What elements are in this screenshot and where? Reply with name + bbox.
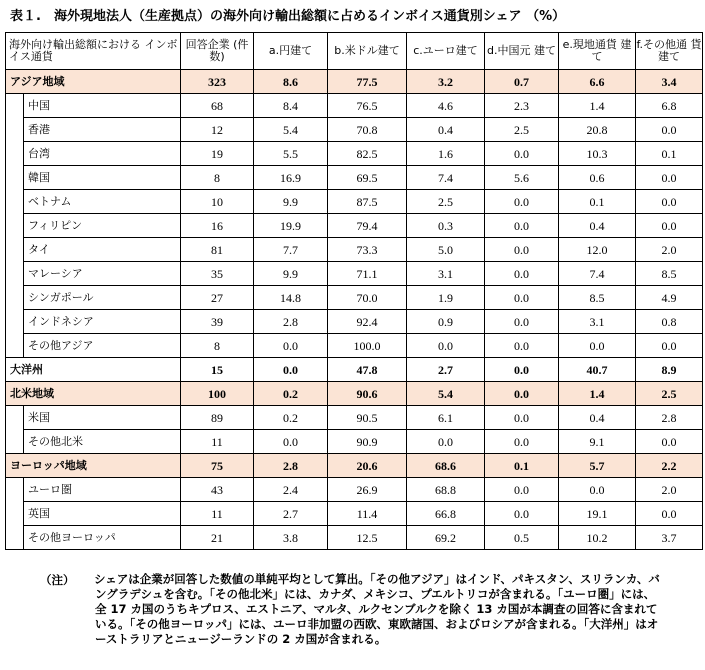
header-other: f.その他通 貨建て xyxy=(636,33,703,70)
value-cell: 2.5 xyxy=(485,118,559,142)
value-cell: 15 xyxy=(181,358,254,382)
table-row xyxy=(6,454,703,478)
row-label: その他北米 xyxy=(24,430,181,454)
value-cell: 0.2 xyxy=(254,406,328,430)
value-cell: 87.5 xyxy=(328,190,407,214)
value-cell: 1.4 xyxy=(559,94,636,118)
table-row xyxy=(6,526,703,550)
value-cell: 0.0 xyxy=(407,334,485,358)
value-cell: 0.0 xyxy=(636,334,703,358)
value-cell: 69.2 xyxy=(407,526,485,550)
value-cell: 10 xyxy=(181,190,254,214)
value-cell: 2.4 xyxy=(254,478,328,502)
indent-cell xyxy=(6,142,24,166)
value-cell: 81 xyxy=(181,238,254,262)
value-cell: 4.9 xyxy=(636,286,703,310)
value-cell: 27 xyxy=(181,286,254,310)
value-cell: 0.0 xyxy=(254,358,328,382)
value-cell: 2.7 xyxy=(254,502,328,526)
value-cell: 1.9 xyxy=(407,286,485,310)
table-row xyxy=(6,478,703,502)
value-cell: 7.4 xyxy=(407,166,485,190)
value-cell: 66.8 xyxy=(407,502,485,526)
value-cell: 21 xyxy=(181,526,254,550)
value-cell: 5.4 xyxy=(407,382,485,406)
value-cell: 68 xyxy=(181,94,254,118)
value-cell: 0.0 xyxy=(485,406,559,430)
value-cell: 2.3 xyxy=(485,94,559,118)
value-cell: 5.5 xyxy=(254,142,328,166)
value-cell: 71.1 xyxy=(328,262,407,286)
value-cell: 11 xyxy=(181,430,254,454)
value-cell: 3.8 xyxy=(254,526,328,550)
table-row xyxy=(6,406,703,430)
row-label: 中国 xyxy=(24,94,181,118)
value-cell: 5.4 xyxy=(254,118,328,142)
value-cell: 35 xyxy=(181,262,254,286)
value-cell: 89 xyxy=(181,406,254,430)
value-cell: 79.4 xyxy=(328,214,407,238)
value-cell: 47.8 xyxy=(328,358,407,382)
indent-cell xyxy=(6,238,24,262)
value-cell: 16.9 xyxy=(254,166,328,190)
table-row xyxy=(6,382,703,406)
header-local: e.現地通貨 建て xyxy=(559,33,636,70)
value-cell: 8.6 xyxy=(254,70,328,94)
row-label: 韓国 xyxy=(24,166,181,190)
indent-cell xyxy=(6,118,24,142)
value-cell: 3.4 xyxy=(636,70,703,94)
header-currency: 海外向け輸出総額における インボイス通貨 xyxy=(6,33,181,70)
value-cell: 8.5 xyxy=(559,286,636,310)
row-label: タイ xyxy=(24,238,181,262)
row-label: 大洋州 xyxy=(6,358,181,382)
value-cell: 0.0 xyxy=(485,262,559,286)
value-cell: 90.9 xyxy=(328,430,407,454)
value-cell: 90.6 xyxy=(328,382,407,406)
table-row xyxy=(6,118,703,142)
value-cell: 9.9 xyxy=(254,262,328,286)
value-cell: 0.0 xyxy=(636,502,703,526)
value-cell: 100 xyxy=(181,382,254,406)
value-cell: 5.0 xyxy=(407,238,485,262)
value-cell: 70.0 xyxy=(328,286,407,310)
value-cell: 75 xyxy=(181,454,254,478)
table-row xyxy=(6,166,703,190)
table-row xyxy=(6,286,703,310)
value-cell: 11.4 xyxy=(328,502,407,526)
value-cell: 77.5 xyxy=(328,70,407,94)
value-cell: 9.1 xyxy=(559,430,636,454)
table-row xyxy=(6,430,703,454)
value-cell: 12 xyxy=(181,118,254,142)
value-cell: 0.0 xyxy=(485,190,559,214)
indent-cell xyxy=(6,190,24,214)
value-cell: 0.0 xyxy=(254,430,328,454)
value-cell: 0.1 xyxy=(485,454,559,478)
row-label: ベトナム xyxy=(24,190,181,214)
value-cell: 76.5 xyxy=(328,94,407,118)
row-label: その他アジア xyxy=(24,334,181,358)
table-row xyxy=(6,262,703,286)
value-cell: 0.0 xyxy=(559,334,636,358)
value-cell: 0.3 xyxy=(407,214,485,238)
value-cell: 10.3 xyxy=(559,142,636,166)
value-cell: 0.0 xyxy=(485,286,559,310)
value-cell: 70.8 xyxy=(328,118,407,142)
value-cell: 2.8 xyxy=(254,310,328,334)
value-cell: 19 xyxy=(181,142,254,166)
indent-cell xyxy=(6,334,24,358)
value-cell: 0.0 xyxy=(485,358,559,382)
invoice-currency-table xyxy=(5,32,703,550)
value-cell: 0.2 xyxy=(254,382,328,406)
value-cell: 3.1 xyxy=(559,310,636,334)
row-label: ヨーロッパ地域 xyxy=(6,454,181,478)
row-label: 北米地域 xyxy=(6,382,181,406)
value-cell: 0.0 xyxy=(485,214,559,238)
value-cell: 0.1 xyxy=(559,190,636,214)
row-label: インドネシア xyxy=(24,310,181,334)
value-cell: 0.0 xyxy=(485,334,559,358)
indent-cell xyxy=(6,310,24,334)
value-cell: 8 xyxy=(181,166,254,190)
value-cell: 323 xyxy=(181,70,254,94)
value-cell: 19.9 xyxy=(254,214,328,238)
value-cell: 0.0 xyxy=(636,166,703,190)
value-cell: 2.5 xyxy=(407,190,485,214)
value-cell: 92.4 xyxy=(328,310,407,334)
value-cell: 7.4 xyxy=(559,262,636,286)
value-cell: 2.0 xyxy=(636,478,703,502)
value-cell: 3.1 xyxy=(407,262,485,286)
value-cell: 68.8 xyxy=(407,478,485,502)
header-usd: b.米ドル建て xyxy=(328,33,407,70)
value-cell: 1.6 xyxy=(407,142,485,166)
value-cell: 0.1 xyxy=(636,142,703,166)
value-cell: 1.4 xyxy=(559,382,636,406)
row-label: 英国 xyxy=(24,502,181,526)
value-cell: 0.0 xyxy=(636,214,703,238)
header-respondents: 回答企業 (件数) xyxy=(181,33,254,70)
value-cell: 100.0 xyxy=(328,334,407,358)
value-cell: 0.0 xyxy=(636,118,703,142)
row-label: アジア地域 xyxy=(6,70,181,94)
value-cell: 0.6 xyxy=(559,166,636,190)
indent-cell xyxy=(6,214,24,238)
value-cell: 43 xyxy=(181,478,254,502)
value-cell: 0.5 xyxy=(485,526,559,550)
value-cell: 3.7 xyxy=(636,526,703,550)
value-cell: 0.0 xyxy=(485,310,559,334)
value-cell: 12.5 xyxy=(328,526,407,550)
value-cell: 0.0 xyxy=(485,238,559,262)
value-cell: 6.6 xyxy=(559,70,636,94)
value-cell: 0.0 xyxy=(636,190,703,214)
note-label: （注） xyxy=(40,573,75,587)
value-cell: 0.0 xyxy=(485,478,559,502)
table-row xyxy=(6,334,703,358)
value-cell: 12.0 xyxy=(559,238,636,262)
value-cell: 8.9 xyxy=(636,358,703,382)
table-row xyxy=(6,358,703,382)
value-cell: 6.1 xyxy=(407,406,485,430)
row-label: シンガポール xyxy=(24,286,181,310)
value-cell: 20.8 xyxy=(559,118,636,142)
table-title: 表１. 海外現地法人（生産拠点）の海外向け輸出総額に占めるインボイス通貨別シェア （%） xyxy=(10,9,566,24)
table-row xyxy=(6,238,703,262)
indent-cell xyxy=(6,478,24,502)
value-cell: 8.5 xyxy=(636,262,703,286)
value-cell: 0.8 xyxy=(636,310,703,334)
value-cell: 4.6 xyxy=(407,94,485,118)
value-cell: 0.0 xyxy=(407,430,485,454)
value-cell: 2.7 xyxy=(407,358,485,382)
value-cell: 14.8 xyxy=(254,286,328,310)
value-cell: 20.6 xyxy=(328,454,407,478)
table-row xyxy=(6,214,703,238)
row-label: フィリピン xyxy=(24,214,181,238)
value-cell: 11 xyxy=(181,502,254,526)
value-cell: 0.0 xyxy=(485,430,559,454)
indent-cell xyxy=(6,166,24,190)
table-row xyxy=(6,502,703,526)
value-cell: 9.9 xyxy=(254,190,328,214)
table-row xyxy=(6,142,703,166)
value-cell: 39 xyxy=(181,310,254,334)
indent-cell xyxy=(6,430,24,454)
table-row xyxy=(6,190,703,214)
table-row xyxy=(6,70,703,94)
value-cell: 0.0 xyxy=(254,334,328,358)
value-cell: 0.4 xyxy=(407,118,485,142)
value-cell: 0.0 xyxy=(485,502,559,526)
value-cell: 2.5 xyxy=(636,382,703,406)
value-cell: 0.0 xyxy=(636,430,703,454)
value-cell: 69.5 xyxy=(328,166,407,190)
header-yen: a.円建て xyxy=(254,33,328,70)
row-label: ユーロ圏 xyxy=(24,478,181,502)
value-cell: 5.7 xyxy=(559,454,636,478)
header-euro: c.ユーロ建て xyxy=(407,33,485,70)
value-cell: 2.2 xyxy=(636,454,703,478)
value-cell: 8 xyxy=(181,334,254,358)
value-cell: 19.1 xyxy=(559,502,636,526)
row-label: 台湾 xyxy=(24,142,181,166)
value-cell: 5.6 xyxy=(485,166,559,190)
value-cell: 0.4 xyxy=(559,214,636,238)
value-cell: 7.7 xyxy=(254,238,328,262)
header-cny: d.中国元 建て xyxy=(485,33,559,70)
indent-cell xyxy=(6,262,24,286)
value-cell: 16 xyxy=(181,214,254,238)
value-cell: 3.2 xyxy=(407,70,485,94)
value-cell: 0.7 xyxy=(485,70,559,94)
value-cell: 0.4 xyxy=(559,406,636,430)
value-cell: 10.2 xyxy=(559,526,636,550)
value-cell: 82.5 xyxy=(328,142,407,166)
indent-cell xyxy=(6,286,24,310)
value-cell: 6.8 xyxy=(636,94,703,118)
row-label: 米国 xyxy=(24,406,181,430)
value-cell: 68.6 xyxy=(407,454,485,478)
indent-cell xyxy=(6,502,24,526)
value-cell: 73.3 xyxy=(328,238,407,262)
value-cell: 40.7 xyxy=(559,358,636,382)
indent-cell xyxy=(6,406,24,430)
table-row xyxy=(6,310,703,334)
value-cell: 0.0 xyxy=(485,142,559,166)
row-label: その他ヨーロッパ xyxy=(24,526,181,550)
indent-cell xyxy=(6,94,24,118)
row-label: マレーシア xyxy=(24,262,181,286)
footnote xyxy=(95,572,665,647)
value-cell: 2.8 xyxy=(254,454,328,478)
value-cell: 2.8 xyxy=(636,406,703,430)
value-cell: 0.9 xyxy=(407,310,485,334)
value-cell: 2.0 xyxy=(636,238,703,262)
footnote-text: シェアは企業が回答した数値の単純平均として算出。「その他アジア」はインド、パキスタン、スリランカ、バングラデシュを含む。「その他北米」には、カナダ、メキシコ、プエルトリコが含まれる。「ユーロ圏」には、全 17 カ国のうちキプロス、エストニア、マルタ、ルクセンブルクを除く 13 カ国が本調査の回答に含まれている。「その他ヨーロッパ」には、ユーロ非加盟の西欧、東欧諸国、およびロシアが含まれる。「大洋州」はオーストラリアとニュージーランドの 2 カ国が含まれる。 xyxy=(94,572,660,646)
value-cell: 0.0 xyxy=(485,382,559,406)
value-cell: 8.4 xyxy=(254,94,328,118)
table-row xyxy=(6,94,703,118)
value-cell: 26.9 xyxy=(328,478,407,502)
indent-cell xyxy=(6,526,24,550)
value-cell: 90.5 xyxy=(328,406,407,430)
value-cell: 0.0 xyxy=(559,478,636,502)
row-label: 香港 xyxy=(24,118,181,142)
